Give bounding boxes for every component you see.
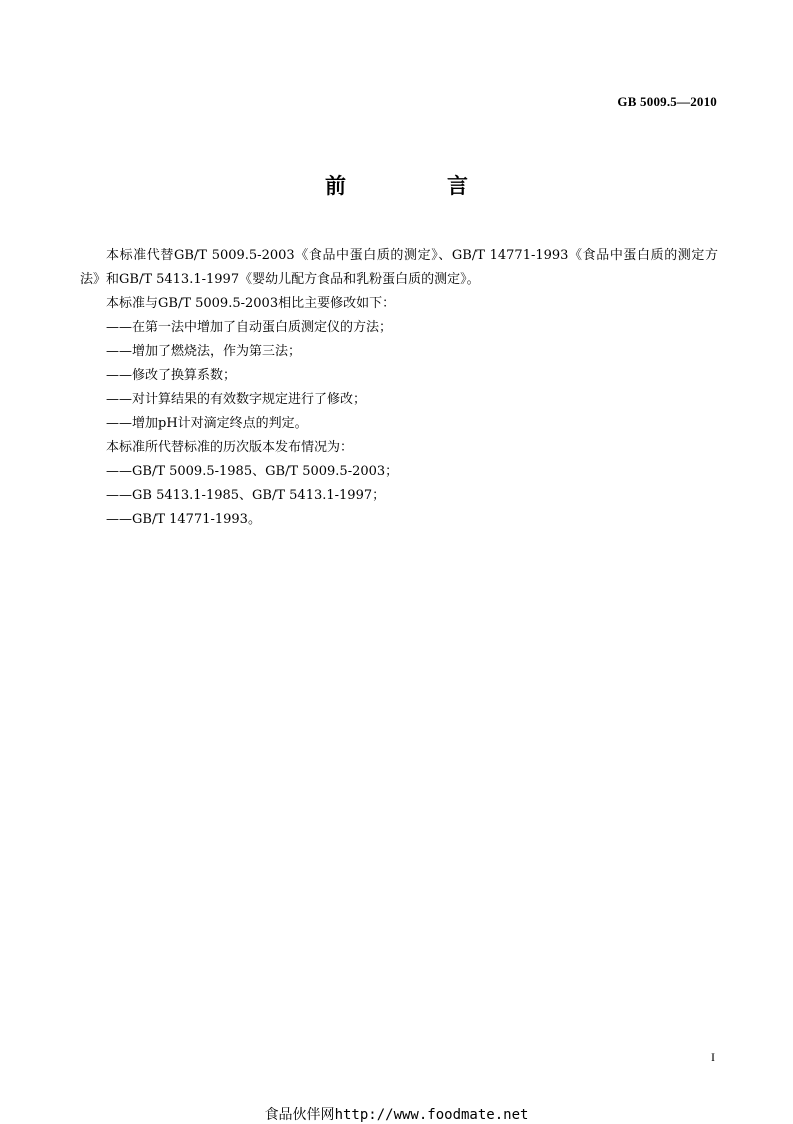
preface-body (80, 244, 718, 532)
list-item-change: ——增加了燃烧法，作为第三法； (106, 344, 302, 359)
paragraph-changes-intro: 本标准与GB/T 5009.5-2003相比主要修改如下： (106, 296, 396, 311)
list-item-change: ——在第一法中增加了自动蛋白质测定仪的方法； (106, 320, 393, 335)
footer-site-name: 食品伙伴网 (264, 1107, 335, 1123)
list-item-change: ——增加pH计对滴定终点的判定。 (106, 416, 308, 431)
footer-url-link[interactable]: http://www.foodmate.net (334, 1107, 529, 1123)
paragraph-history-intro: 本标准所代替标准的历次版本发布情况为： (106, 440, 354, 455)
list-item-change: ——修改了换算系数； (106, 368, 237, 383)
page-title: 前 言 (325, 174, 508, 198)
footer (0, 1104, 793, 1124)
list-item-change: ——对计算结果的有效数字规定进行了修改； (106, 392, 367, 407)
paragraph-replacement: 本标准代替GB/T 5009.5-2003《食品中蛋白质的测定》、GB/T 14771-1993《食品中蛋白质的测定方法》和GB/T 5413.1-1997《婴幼儿配方食品和乳粉蛋白质的测定》。 (80, 248, 718, 287)
standard-code: GB 5009.5—2010 (617, 94, 717, 109)
list-item-history: ——GB 5413.1-1985、GB/T 5413.1-1997； (106, 488, 386, 503)
list-item-history: ——GB/T 5009.5-1985、GB/T 5009.5-2003； (106, 464, 399, 479)
list-item-history: ——GB/T 14771-1993。 (106, 512, 261, 527)
page-number: I (711, 1050, 715, 1064)
